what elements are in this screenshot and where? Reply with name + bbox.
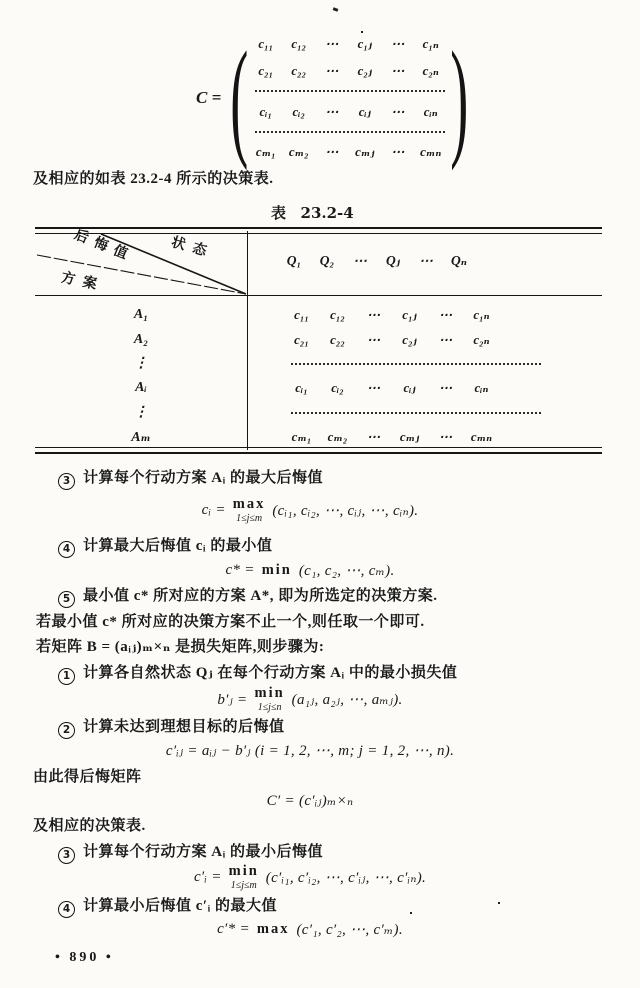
circled-number: 3 <box>58 847 75 864</box>
table-cell: c₂₁ <box>294 331 309 347</box>
paragraph-tie-break: 若最小值 c* 所对应的决策方案不止一个,则任取一个即可. <box>36 614 425 630</box>
formula-body: C′ = (c′ᵢⱼ)ₘ×ₙ <box>266 793 354 809</box>
scan-speck <box>333 7 339 12</box>
matrix-cell: ⋯ <box>325 103 339 119</box>
formula-lhs: b′ⱼ = <box>217 691 248 708</box>
formula-regret-value <box>20 741 600 760</box>
column-header: ⋯ <box>353 253 367 268</box>
matrix-cell: ⋯ <box>391 63 405 79</box>
column-header: Qₙ <box>451 253 467 268</box>
formula-max-regret <box>20 497 600 524</box>
matrix-cell: c₂₂ <box>291 63 307 79</box>
table-cell: cₘ₁ <box>291 429 312 445</box>
formula-rhs: (a₁ⱼ, a₂ⱼ, ⋯, aₘⱼ). <box>291 691 403 708</box>
operator-name: min <box>254 685 285 701</box>
step-text: 计算每个行动方案 Aᵢ 的最小后悔值 <box>83 844 323 860</box>
table-cell: cᵢ₁ <box>295 380 308 396</box>
scan-speck <box>410 912 412 914</box>
scan-speck <box>361 31 363 33</box>
step-text: 计算各自然状态 Qⱼ 在每个行动方案 Aᵢ 中的最小损失值 <box>83 665 458 681</box>
table-cell: c₁₁ <box>294 307 309 323</box>
column-header: ⋯ <box>419 253 433 268</box>
table-cell: ⋯ <box>367 307 380 323</box>
table-row <box>35 376 602 400</box>
operator-limits: 1≤j≤m <box>230 879 257 891</box>
paragraph-loss-matrix: 若矩阵 B = (aᵢⱼ)ₘ×ₙ 是损失矩阵,则步骤为: <box>36 639 325 655</box>
formula-lhs: cᵢ = <box>201 501 226 518</box>
matrix-dotted-row <box>255 90 445 92</box>
right-parenthesis: ) <box>450 24 469 172</box>
table-cell: ⋯ <box>367 331 380 347</box>
row-cells <box>247 380 494 396</box>
caption-number: 23.2-4 <box>300 204 354 222</box>
matrix-cell: c₂ₙ <box>422 63 439 79</box>
matrix-cell: cₘ₂ <box>288 143 309 159</box>
matrix-cell: c₁ₙ <box>422 36 439 51</box>
matrix-row <box>253 63 445 79</box>
matrix-cell: c₁₁ <box>258 36 274 51</box>
table-cell: ⋯ <box>439 331 452 347</box>
table-row <box>35 303 602 327</box>
matrix-cell: cᵢ₂ <box>292 103 306 119</box>
step-text: 计算每个行动方案 Aᵢ 的最大后悔值 <box>83 470 323 486</box>
operator-name: min <box>261 562 292 578</box>
row-cells <box>247 307 494 323</box>
corner-label-regret-value: 后悔值 <box>71 227 136 266</box>
row-cells <box>247 332 494 348</box>
step-text: 计算最大后悔值 cᵢ 的最小值 <box>83 538 273 554</box>
column-headers <box>247 253 602 269</box>
table-cell: c₂ⱼ <box>402 331 417 347</box>
matrix-cell: cᵢⱼ <box>358 103 371 119</box>
table-cell: cᵢ₂ <box>331 380 344 396</box>
circled-number: 5 <box>58 591 75 608</box>
table-body <box>35 303 602 449</box>
table-row <box>35 401 602 425</box>
table-cell: cₘⱼ <box>399 429 420 445</box>
max-operator <box>233 497 266 524</box>
matrix-row <box>253 144 445 160</box>
formula-lhs: c′* = <box>217 921 250 937</box>
table-header-rule <box>35 295 602 296</box>
matrix-cell: cₘⱼ <box>355 143 375 159</box>
formula-rhs: (c′ᵢ₁, c′ᵢ₂, ⋯, c′ᵢⱼ, ⋯, c′ᵢₙ). <box>265 869 427 886</box>
table-cell: cᵢₙ <box>474 380 489 396</box>
matrix-cell: cᵢₙ <box>423 103 438 119</box>
row-label: A₁ <box>133 307 149 323</box>
operator-name: max <box>232 496 266 512</box>
corner-label-plan: 方案 <box>59 270 106 295</box>
matrix-row <box>253 36 445 52</box>
matrix-cell: ⋯ <box>391 143 405 159</box>
operator-limits: 1≤j≤n <box>257 701 282 713</box>
table-cell: cᵢⱼ <box>403 380 416 396</box>
decision-table <box>35 227 602 454</box>
table-dotted-line <box>291 363 541 365</box>
formula-rhs: (c′₁, c′₂, ⋯, c′ₘ). <box>296 922 403 938</box>
left-parenthesis: ( <box>230 24 249 172</box>
table-row <box>35 352 602 376</box>
column-header: Q₂ <box>319 253 335 268</box>
matrix-cell: cₘ₁ <box>255 143 276 159</box>
matrix-row <box>253 104 445 120</box>
formula-body: c′ᵢⱼ = aᵢⱼ − b′ⱼ (i = 1, 2, ⋯, m; j = 1, 2, ⋯, n). <box>165 743 455 759</box>
cost-matrix <box>196 24 469 172</box>
formula-rhs: (cᵢ₁, cᵢ₂, ⋯, cᵢⱼ, ⋯, cᵢₙ). <box>272 502 419 519</box>
circled-number: 4 <box>58 541 75 558</box>
matrix-cell: ⋯ <box>391 36 405 51</box>
operator-name: max <box>256 921 290 937</box>
matrix-cell: ⋯ <box>325 143 339 159</box>
corner-header-cell <box>35 227 247 295</box>
formula-lhs: c′ᵢ = <box>193 868 222 885</box>
row-label: ⋮ <box>134 405 148 421</box>
matrix-cell: c₁₂ <box>291 36 307 51</box>
row-label: A₂ <box>133 331 149 347</box>
intro-paragraph: 及相应的如表 23.2-4 所示的决策表. <box>33 171 274 187</box>
table-dotted-line <box>291 412 541 414</box>
paragraph-decision-table: 及相应的决策表. <box>33 818 146 834</box>
row-label: ⋮ <box>134 356 148 372</box>
matrix-label: C = <box>196 88 222 107</box>
matrix-rows <box>253 36 445 160</box>
matrix-cell: ⋯ <box>325 63 339 79</box>
min-operator <box>254 686 284 713</box>
table-cell: c₂₂ <box>330 331 345 347</box>
formula-min-regret <box>20 864 600 891</box>
step-text: 最小值 c* 所对应的方案 A*, 即为所选定的决策方案. <box>83 588 438 604</box>
formula-rhs: (c₁, c₂, ⋯, cₘ). <box>298 563 395 579</box>
circled-number: 1 <box>58 668 75 685</box>
table-caption <box>271 202 354 223</box>
table-cell: c₁₂ <box>330 307 345 323</box>
formula-max-of-min <box>20 920 600 939</box>
table-cell: c₁ⱼ <box>402 307 417 323</box>
formula-min-loss <box>20 686 600 713</box>
min-operator <box>229 864 259 891</box>
table-row <box>35 425 602 449</box>
caption-prefix: 表 <box>271 206 287 222</box>
matrix-cell: cᵢ₁ <box>259 103 273 119</box>
operator-limits: 1≤j≤m <box>236 512 263 524</box>
table-cell: cₘₙ <box>470 429 493 445</box>
matrix-cell: cₘₙ <box>420 143 442 159</box>
matrix-cell: ⋯ <box>325 36 339 51</box>
formula-lhs: c* = <box>225 562 255 578</box>
circled-number: 4 <box>58 901 75 918</box>
table-cell: ⋯ <box>439 307 452 323</box>
step-text: 计算未达到理想目标的后悔值 <box>83 719 285 735</box>
column-header: Qⱼ <box>386 253 400 268</box>
row-label: Aₘ <box>131 429 151 445</box>
table-cell: ⋯ <box>367 429 380 445</box>
column-header: Q₁ <box>286 253 302 268</box>
circled-number: 2 <box>58 722 75 739</box>
paragraph-regret-matrix: 由此得后悔矩阵 <box>33 769 142 785</box>
step-text: 计算最小后悔值 c′ᵢ 的最大值 <box>83 898 278 914</box>
scan-speck <box>498 902 500 904</box>
table-cell: ⋯ <box>367 380 380 396</box>
table-cell: cₘ₂ <box>327 429 348 445</box>
table-cell: c₁ₙ <box>473 307 490 323</box>
matrix-cell: c₂₁ <box>258 63 274 79</box>
operator-name: min <box>228 863 259 879</box>
corner-label-state: 状态 <box>169 235 216 262</box>
formula-min-of-max <box>20 561 600 580</box>
row-cells <box>247 429 494 445</box>
table-row <box>35 327 602 351</box>
matrix-dotted-row <box>255 131 445 133</box>
row-label: Aᵢ <box>135 380 147 396</box>
page-number: • 890 • <box>55 950 114 965</box>
table-cell: ⋯ <box>439 429 452 445</box>
table-cell: ⋯ <box>439 380 452 396</box>
matrix-cell: ⋯ <box>391 103 405 119</box>
table-cell: c₂ₙ <box>473 331 490 347</box>
formula-regret-matrix <box>20 791 600 810</box>
matrix-cell: c₂ⱼ <box>357 63 372 79</box>
matrix-cell: c₁ⱼ <box>357 36 372 51</box>
circled-number: 3 <box>58 473 75 490</box>
